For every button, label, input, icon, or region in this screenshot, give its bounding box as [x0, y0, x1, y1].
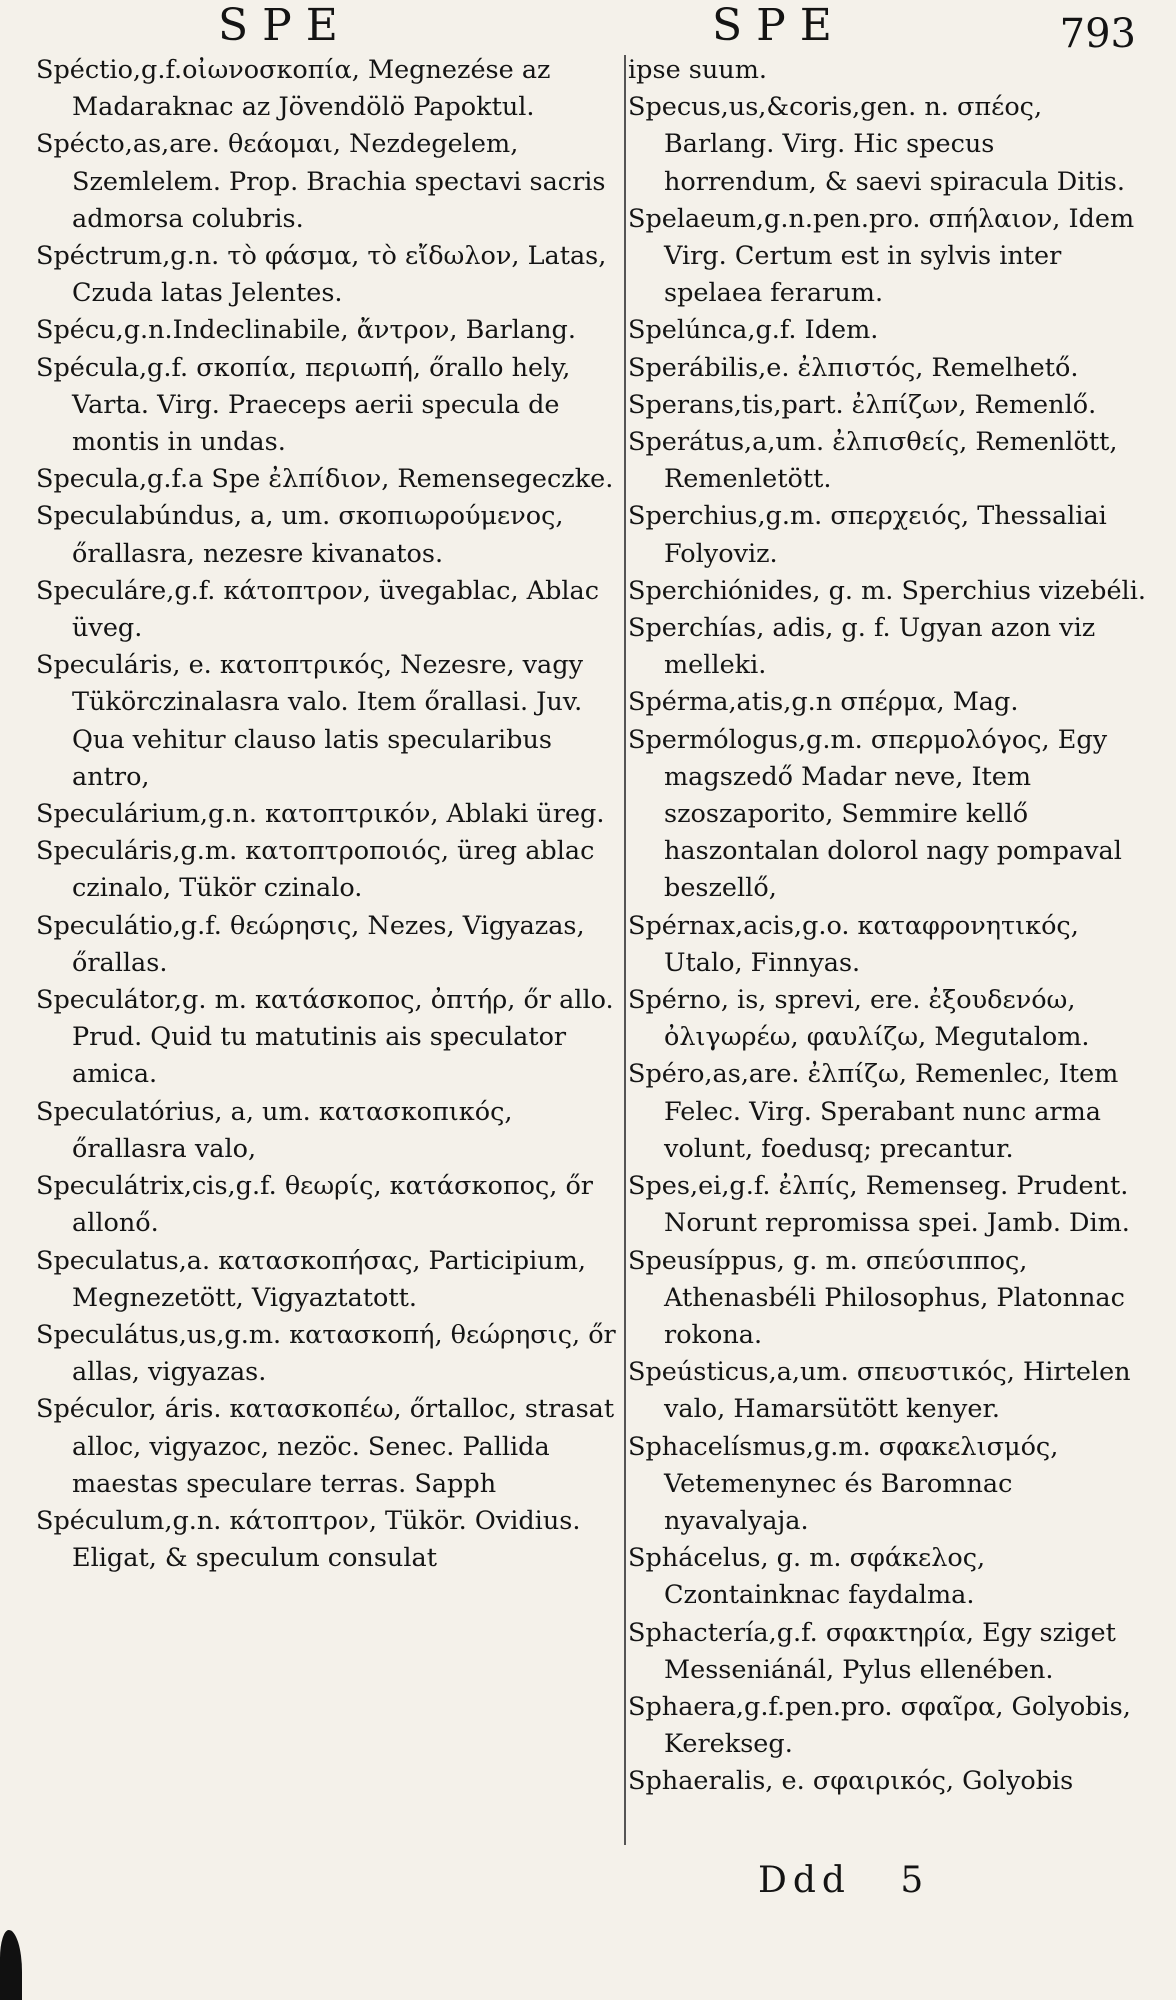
dictionary-entry: Spes,ei,g.f. ἐλπίς, Remenseg. Prudent. Norunt repromissa spei. Jamb. Dim.	[628, 1171, 1130, 1239]
dictionary-entry: Sphacelísmus,g.m. σφακελισμός, Vetemenynec és Baromnac nyavalyaja.	[628, 1431, 1059, 1536]
dictionary-entry: Speculátor,g. m. κατάσκοπος, ὀπτήρ, őr allo. Prud. Quid tu matutinis ais speculator amica.	[36, 985, 614, 1090]
dictionary-entry: Spérma,atis,g.n σπέρμα, Mag.	[628, 687, 1019, 718]
dictionary-entry: Spéculum,g.n. κάτοπτρον, Tükör. Ovidius. Eligat, & speculum consulat	[36, 1505, 581, 1574]
dictionary-entry: Sphaeralis, e. σφαιρικός, Golyobis	[628, 1766, 1074, 1797]
dictionary-entry: Speculatórius, a, um. κατασκοπικός, őrallasra valo,	[36, 1096, 513, 1164]
dictionary-entry: Speculátus,us,g.m. κατασκοπή, θεώρησις, őr allas, vigyazas.	[36, 1319, 616, 1388]
dictionary-entry: Speculátio,g.f. θεώρησις, Nezes, Vigyazas, őrallas.	[36, 910, 585, 978]
dictionary-entry: Sperchius,g.m. σπερχειός, Thessaliai Folyoviz.	[628, 501, 1107, 569]
dictionary-entry: Spérnax,acis,g.o. καταφρονητικός, Utalo, Finnyas.	[628, 910, 1079, 978]
dictionary-entry: Spécto,as,are. θεάομαι, Nezdegelem, Szemlelem. Prop. Brachia spectavi sacris admorsa colubris.	[36, 129, 606, 234]
signature-mark: Ddd	[758, 1860, 851, 1901]
dictionary-entry: Sperátus,a,um. ἐλπισθείς, Remenlött, Remenletött.	[628, 427, 1118, 495]
dictionary-entry: Spéculor, áris. κατασκοπέω, őrtalloc, strasat alloc, vigyazoc, nezöc. Senec. Pallida maestas speculare terras. Sapph	[36, 1394, 615, 1499]
dictionary-entry: Speculátrix,cis,g.f. θεωρίς, κατάσκοπος, őr allonő.	[36, 1171, 593, 1239]
right-column	[628, 52, 1148, 1801]
dictionary-entry: Spéctio,g.f.οἰωνοσκοπία, Megnezése az Madaraknac az Jövendölö Papoktul.	[36, 55, 551, 123]
signature-number: 5	[900, 1860, 928, 1901]
dictionary-entry: Speculáris,g.m. κατοπτροποιός, üreg ablac czinalo, Tükör czinalo.	[36, 836, 595, 904]
dictionary-entry: Sphactería,g.f. σφακτηρία, Egy sziget Messeniánál, Pylus ellenében.	[628, 1617, 1116, 1685]
dictionary-entry: Speculárium,g.n. κατοπτρικόν, Ablaki üreg.	[36, 799, 605, 830]
dictionary-entry: Specula,g.f.a Spe ἐλπίδιον, Remensegeczke.	[36, 464, 614, 495]
ink-blot	[0, 1930, 22, 2000]
dictionary-entry: Spécula,g.f. σκοπία, περιωπή, őrallo hely, Varta. Virg. Praeceps aerii specula de montis in undas.	[36, 352, 571, 458]
dictionary-entry: Spelaeum,g.n.pen.pro. σπήλαιον, Idem Virg. Certum est in sylvis inter spelaea ferarum.	[628, 203, 1135, 309]
dictionary-entry: Speústicus,a,um. σπευστικός, Hirtelen valo, Hamarsütött kenyer.	[628, 1357, 1131, 1425]
dictionary-entry: Spérno, is, sprevi, ere. ἐξουδενόω, ὀλιγωρέω, φαυλίζω, Megutalom.	[628, 985, 1090, 1053]
running-head-right: SPE	[712, 0, 846, 51]
running-head-left: SPE	[218, 0, 352, 51]
dictionary-entry: Speculabúndus, a, um. σκοπιωρούμενος, őrallasra, nezesre kivanatos.	[36, 501, 564, 569]
dictionary-entry: Spéro,as,are. ἐλπίζω, Remenlec, Item Felec. Virg. Sperabant nunc arma volunt, foedusq; precantur.	[628, 1059, 1119, 1164]
dictionary-entry: Sphácelus, g. m. σφάκελος, Czontainknac faydalma.	[628, 1543, 986, 1611]
dictionary-entry: Spelúnca,g.f. Idem.	[628, 315, 879, 346]
dictionary-entry: Speculáris, e. κατοπτρικός, Nezesre, vagy Tükörczinalasra valo. Item őrallasi. Juv. Qua vehitur clauso latis specularibus antro,	[36, 650, 583, 792]
dictionary-entry: ipse suum.	[628, 55, 767, 85]
page-number: 793	[1059, 11, 1136, 57]
dictionary-entry: Speculatus,a. κατασκοπήσας, Participium, Megnezetött, Vigyaztatott.	[36, 1245, 586, 1313]
dictionary-entry: Speculáre,g.f. κάτοπτρον, üvegablac, Ablac üveg.	[36, 575, 600, 644]
left-column	[36, 52, 621, 1577]
dictionary-entry: Sperábilis,e. ἐλπιστός, Remelhető.	[628, 352, 1079, 383]
column-rule	[624, 55, 626, 1845]
dictionary-entry: Speusíppus, g. m. σπεύσιππος, Athenasbéli Philosophus, Platonnac rokona.	[628, 1245, 1125, 1350]
dictionary-entry: Spéctrum,g.n. τὸ φάσμα, τὸ εἴδωλον, Latas, Czuda latas Jelentes.	[36, 241, 607, 309]
dictionary-entry: Sperans,tis,part. ἐλπίζων, Remenlő.	[628, 389, 1097, 420]
dictionary-entry: Spermólogus,g.m. σπερμολόγος, Egy magszedő Madar neve, Item szoszaporito, Semmire kellő haszontalan dolorol nagy pompaval beszellő,	[628, 724, 1122, 904]
dictionary-entry: Spécu,g.n.Indeclinabile, ἄντρον, Barlang.	[36, 315, 576, 346]
dictionary-entry: Sperchías, adis, g. f. Ugyan azon viz melleki.	[628, 613, 1096, 681]
footer	[758, 1860, 927, 1901]
dictionary-entry: Specus,us,&coris,gen. n. σπέος, Barlang. Virg. Hic specus horrendum, & saevi spiracula Ditis.	[628, 92, 1125, 197]
dictionary-entry: Sphaera,g.f.pen.pro. σφαῖρα, Golyobis, Kerekseg.	[628, 1691, 1131, 1760]
dictionary-entry: Sperchiónides, g. m. Sperchius vizebéli.	[628, 575, 1146, 606]
